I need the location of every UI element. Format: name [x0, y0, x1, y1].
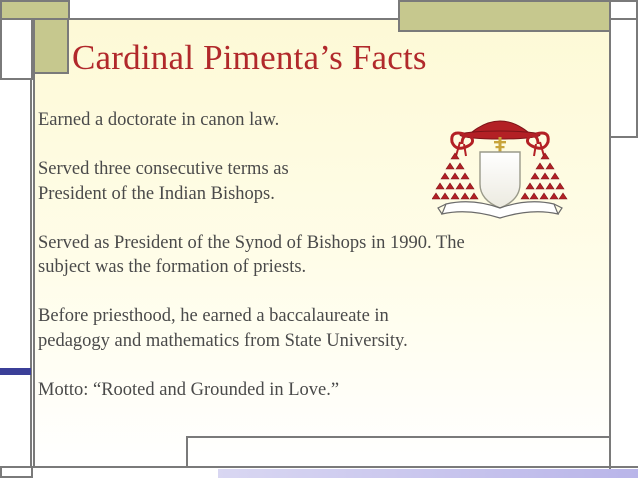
decor-box-olive-top-left [0, 0, 70, 20]
slide-title: Cardinal Pimenta’s Facts [72, 38, 427, 77]
fact-motto [38, 378, 606, 403]
decor-bar-gradient-bottom [218, 469, 638, 478]
cardinal-coat-of-arms-icon [432, 104, 568, 220]
fact-line: Motto: “Rooted and Grounded in Love.” [38, 379, 340, 400]
decor-box-left-edge [0, 18, 33, 80]
fact-baccalaureate [38, 304, 606, 353]
fact-synod [38, 231, 606, 280]
fact-line: Served as President of the Synod of Bishops in 1990. The [38, 232, 465, 253]
fact-line: Earned a doctorate in canon law. [38, 110, 280, 130]
fact-line: President of the Indian Bishops. [38, 183, 275, 204]
decor-bar-blue-left [0, 368, 31, 375]
decor-box-bottom-left [0, 466, 33, 478]
decor-box-olive-left [33, 18, 69, 74]
fact-line: pedagogy and mathematics from State University. [38, 330, 408, 351]
fact-line: subject was the formation of priests. [38, 257, 307, 277]
decor-box-right-top [609, 0, 638, 20]
fact-line: Before priesthood, he earned a baccalaureate in [38, 306, 389, 326]
decor-box-right-mid [609, 18, 638, 138]
decor-box-olive-top-right [398, 0, 612, 32]
fact-line: Served three consecutive terms as [38, 159, 289, 179]
decor-box-bottom-middle [186, 436, 611, 468]
